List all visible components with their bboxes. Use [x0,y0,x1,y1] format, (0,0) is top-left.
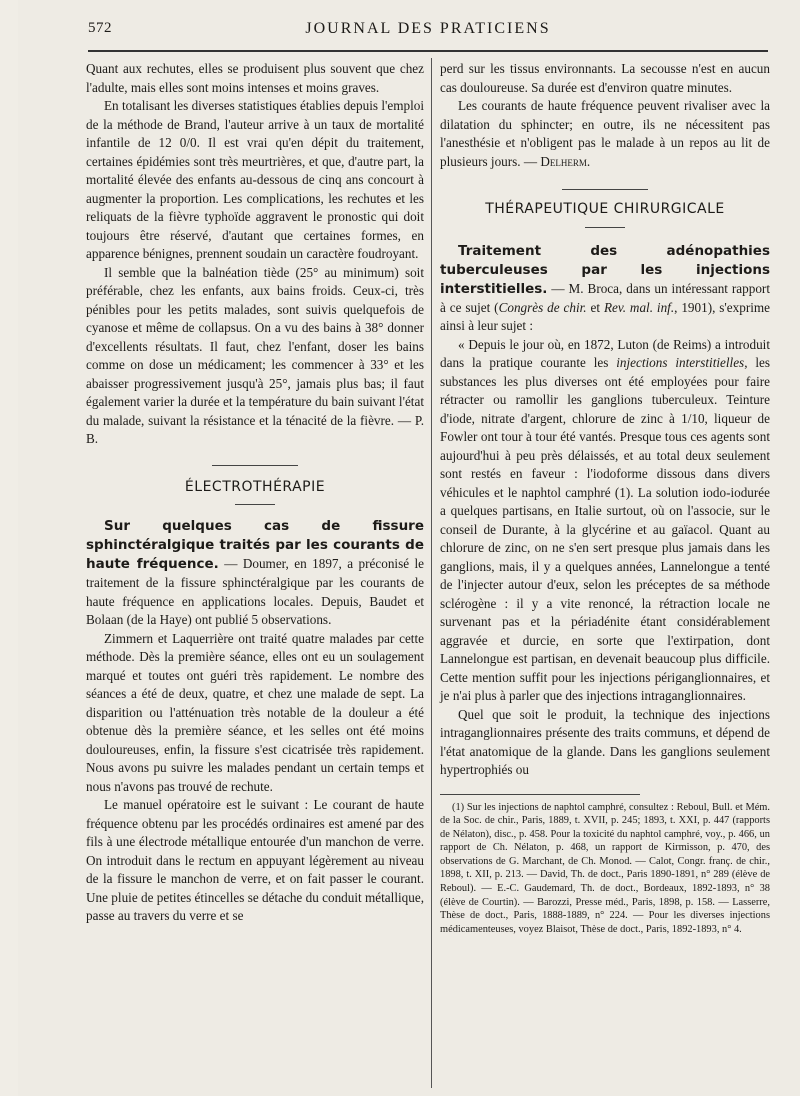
section-title-electrotherapie: ÉLECTROTHÉRAPIE [184,478,326,495]
emphasis: injections interstitielles [616,355,745,370]
paragraph: En totalisant les diverses statistiques établies depuis l'emploi de la méthode de Brand, l'auteur arrive à un taux de mortalité infantile de 12 0/0. Il est vrai qu'en dépit du traitement, certaines épidémies sont très meurtrières, et que, d'autre part, la mortalité élevée des enfants au-dessous de cinq ans concourt à augmenter la proportion. Les complications, les rechutes et les reliquats de la fièvre typhoïde aggravent le pronostic qui doit toujours être réservé, d'autant que certaines formes, en apparence bénignes, prennent soudain un caractère foudroyant. [86,98,424,261]
footnote [440,801,770,937]
paragraph: Quant aux rechutes, elles se produisent plus souvent que chez l'adulte, mais elles sont moins intenses et moins graves. [86,61,424,95]
article-text: , 1901), s'exprime ainsi à leur sujet : [440,299,771,333]
article-title: Sur quelques cas de fissure sphinctéralgique traités par les courants de haute fréquence. [86,518,424,572]
footnote-rule [440,794,640,795]
article-paragraph [86,517,424,630]
page-margin [0,0,18,1096]
paragraph: Il semble que la balnéation tiède (25° au minimum) soit préférable, chez les enfants, aux bains froids. Ceux-ci, très pénibles pour les petits malades, sont suivis quelquefois de cyanose et même de collapsus. On a vu des bains à 38° donner d'excellents résultats. Il faut, chez l'enfant, doser les bains comme on dose un médicament; les commencer à 33° et les abaisser progressivement jusqu'à 25°, jamais plus bas; il faut également varier la durée et la température du bain suivant l'état du malade, suivant la résistance et la ténacité de la fièvre. — P. B. [86,264,424,446]
page-number: 572 [88,20,112,36]
footnote-text: (1) Sur les injections de naphtol camphré, consultez : Reboul, Bull. et Mém. de la Soc. de chir., Paris, 1889, t. XVII, p. 245; 1893, t. XXI, p. 447 (rapports de Nélaton), disc., p. 458. Pour la toxicité du naphtol camphré, voy., p. 466, un rapport de Ch. Nélaton, p. 468, un rapport de Kirmisson, p. 470, des observations de G. Marchant, de Ch. Monod. — Calot, Congr. franç. de chir., 1898, t. XII, p. 213. — David, Th. de doct., Paris 1890-1891, n° 289 (élève de Reboul). — E.-C. Gaudemard, Th. de doct., Bordeaux, 1892-1893, n° 38 (élève de Courtin). — Barozzi, Presse méd., Paris, 1898, p. 158. — Lasserre, Thèse de doct., Paris, 1888-1889, n° 224. — Pour les diverses injections médicamenteuses, voyez Blaisot, Thèse de doct., Paris, 1892-1893, n° 4. [440,801,770,935]
section-title-therapeutique: THÉRAPEUTIQUE CHIRURGICALE [485,201,725,217]
article-title: Traitement des adénopathies tuberculeuses par les injections interstitielles. [440,242,770,297]
right-column [440,60,770,936]
citation: Rev. mal. inf. [603,299,675,315]
author-signature: Delherm. [540,153,591,169]
article-paragraph [440,242,770,336]
column-divider [431,58,432,1088]
left-column [86,60,424,926]
citation: Congrès de chir. [498,299,587,315]
quote-text: « Depuis le jour où, en 1872, Luton (de Reims) a introduit dans la pratique courante les [440,336,770,370]
article-text: — Doumer, en 1897, a préconisé le traitement de la fissure sphinctéralgique par les courants de haute fréquence en applications locales. Depuis, Baudet et Bolaan (de la Haye) ont publié 5 observations. [86,556,425,627]
paragraph-text: Les courants de haute fréquence peuvent rivaliser avec la dilatation du sphincter; en outre, ils ne nécessitent pas l'anesthésie et n'obligent pas le malade à un repos au lit de plusieurs jours. — [440,98,770,169]
paragraph: Le manuel opératoire est le suivant : Le courant de haute fréquence obtenu par les procédés ordinaires est amené par des fils à une électrode métallique entourée d'un manchon de verre. On introduit dans le rectum en appuyant légèrement au niveau de la fissure le manchon de verre, et on fait passer le courant. Une pluie de petites étincelles se détache du conduit métallique, passe au travers du verre et se [86,797,424,923]
paragraph: perd sur les tissus environnants. La secousse n'est en aucun cas douloureuse. Sa durée est d'environ quatre minutes. [440,61,770,95]
header-rule [88,50,768,52]
quote-text: , les substances les plus diverses ont été employées pour faire rétracter ou ramollir les ganglions tuberculeux. Teinture d'iode, nitrate d'argent, chlorure de zinc à 1/10, liqueur de Fowler ont tour à tour été vantés. Presque tous ces agents sont aujourd'hui à peu près délaissés, et au total deux seulement sont restés en faveur : l'iodoforme dissous dans divers véhicules et le naphtol camphré (1). La solution iodo-iodurée a quelques partisans, en Italie surtout, où on l'associe, sur le conseil de Durante, à la glycérine et au gaïacol. Quant au chlorure de zinc, on ne s'en sert presque plus jamais dans les ganglions, mais, il y a quelques années, Lannelongue a tenté de l'injecter autour d'eux, selon les préceptes de sa méthode sclérogène : il y a vite renoncé, la rétraction locale ne survenant pas et la périadénite étant considérablement aggravée et durcie, en sorte que l'extirpation, dont Lannelongue est partisan, en devenait beaucoup plus difficile. Cette mention suffit pour les injections périganglionnaires, et je n'ai plus à parler que des injections intraganglionnaires. [440,355,770,703]
article-text: — M. Broca, dans un intéressant rapport à ce sujet ( [440,280,770,315]
article-text: et [586,299,604,315]
page-header [88,16,768,46]
paragraph: Quel que soit le produit, la technique des injections intraganglionnaires présente des traits communs, et dépend de l'état anatomique de la glande. Dans les ganglions seulement hypertrophiés ou [440,706,770,777]
running-title: JOURNAL DES PRATICIENS [305,20,551,37]
paragraph [440,97,770,171]
paragraph: Zimmern et Laquerrière ont traité quatre malades par cette méthode. Dès la première séance, elles ont eu un soulagement marqué et toutes ont guéri très rapidement. Le nombre des séances a été de deux, quatre, et chez une malade de sept. La disparition ou l'atténuation très notable de la douleur a été obtenue dès la première séance, et les selles ont été moins douloureuses, enfin, la fissure s'est cicatrisée très rapidement. Nous avons pu suivre les malades pendant un certain temps et nous n'avons pas trouvé de rechute. [86,630,424,794]
quote-paragraph [440,336,770,706]
